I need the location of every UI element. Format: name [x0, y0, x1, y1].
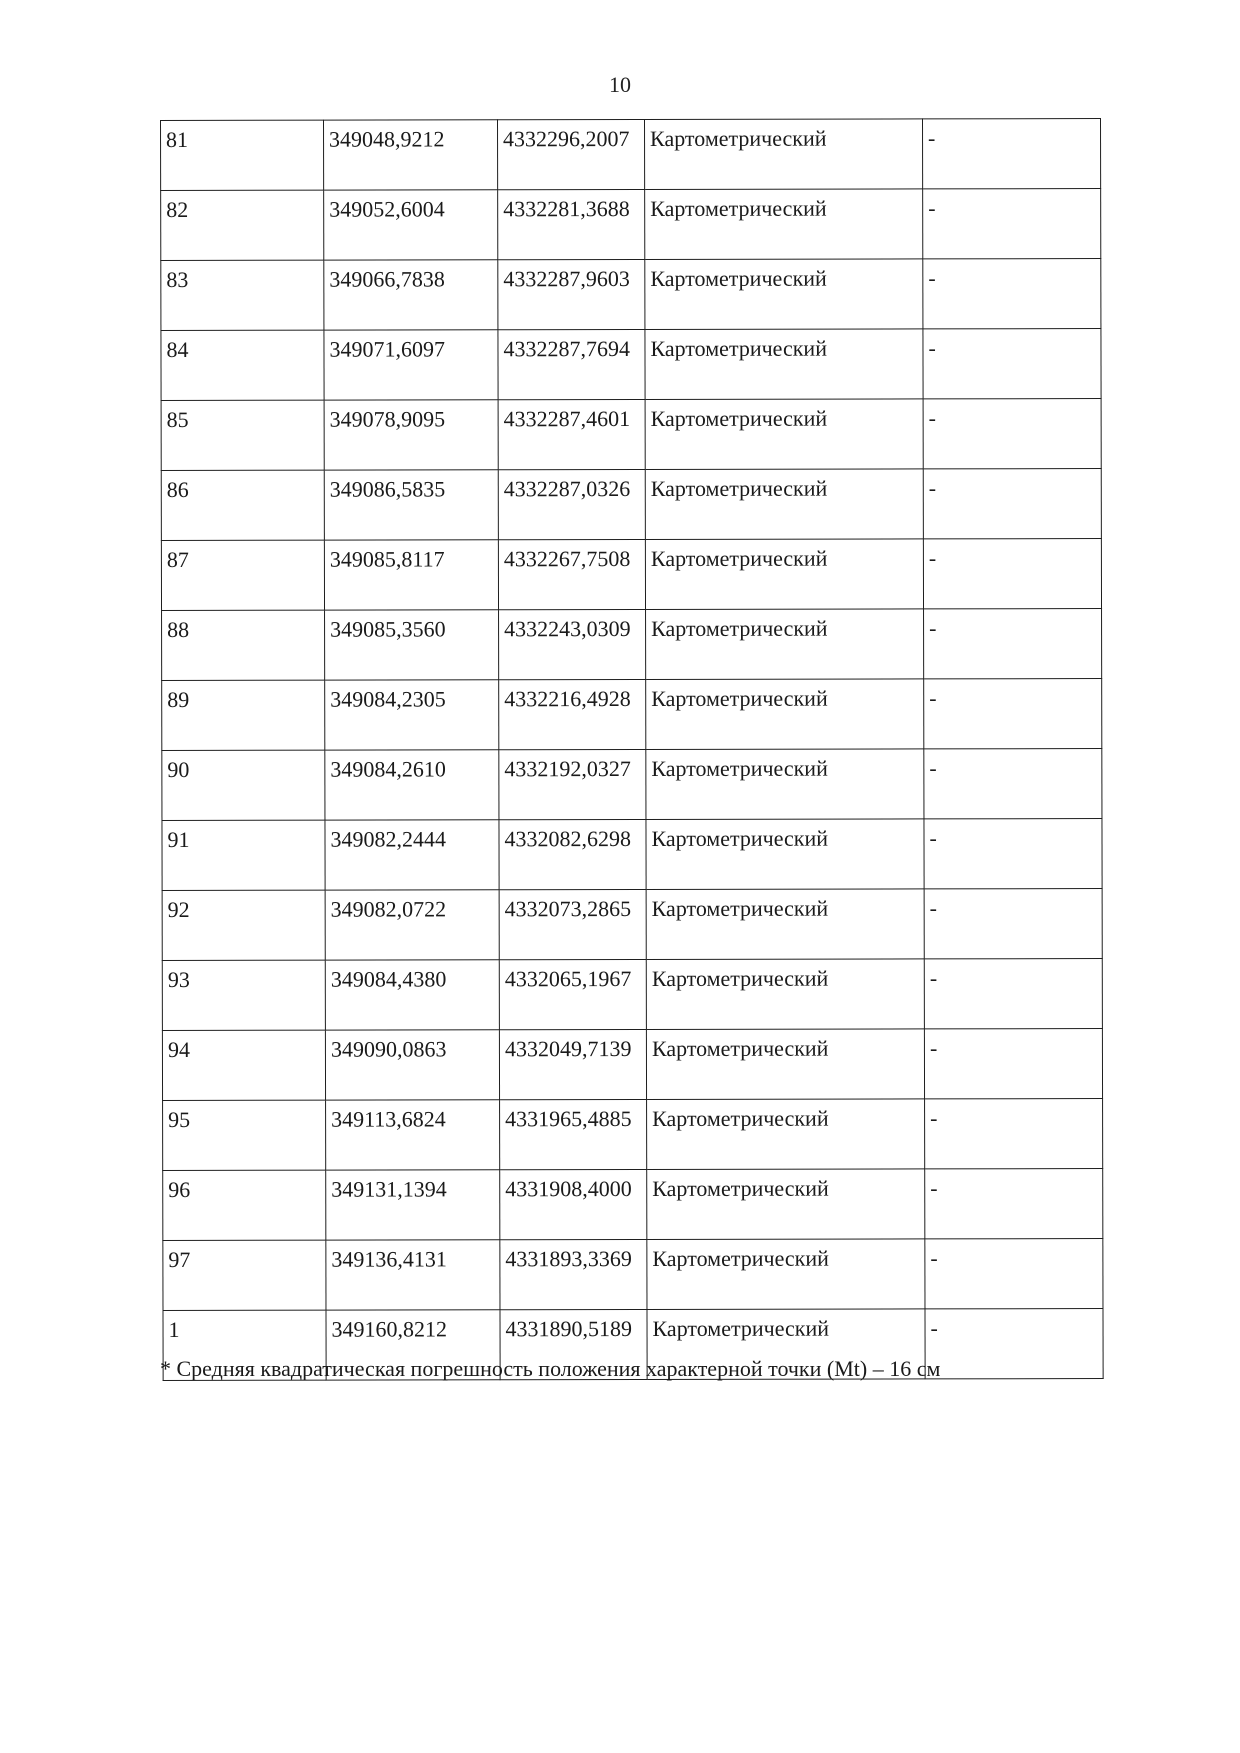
point-number-cell: 92 [162, 890, 325, 960]
point-number-cell: 89 [162, 680, 325, 750]
table-row [163, 1099, 1103, 1171]
y-coordinate-cell: 4331890,5189 [500, 1309, 647, 1379]
method-cell: Картометрический [645, 259, 923, 330]
precision-cell: - [925, 1099, 1103, 1169]
precision-cell: - [923, 259, 1101, 329]
point-number-cell: 88 [162, 610, 325, 680]
method-cell: Картометрический [645, 539, 923, 610]
method-cell: Картометрический [647, 1099, 925, 1170]
footnote: * Средняя квадратическая погрешность положения характерной точки (Mt) – 16 см [160, 1356, 941, 1381]
table-row [162, 959, 1102, 1031]
method-cell: Картометрический [647, 1309, 925, 1380]
point-number-cell: 96 [163, 1170, 326, 1240]
method-cell: Картометрический [645, 469, 923, 540]
point-number-cell: 95 [163, 1100, 326, 1170]
x-coordinate-cell: 349048,9212 [324, 120, 498, 190]
x-coordinate-cell: 349085,3560 [325, 610, 499, 680]
method-cell: Картометрический [646, 749, 924, 820]
method-cell: Картометрический [646, 609, 924, 680]
method-cell: Картометрический [645, 189, 923, 260]
x-coordinate-cell: 349084,2610 [325, 750, 499, 820]
x-coordinate-cell: 349066,7838 [324, 260, 498, 330]
page-number: 10 [609, 72, 631, 97]
precision-cell: - [923, 539, 1101, 609]
y-coordinate-cell: 4332073,2865 [499, 889, 646, 959]
method-cell: Картометрический [646, 1029, 924, 1100]
method-cell: Картометрический [645, 399, 923, 470]
table-row [161, 399, 1101, 471]
method-cell: Картометрический [646, 889, 924, 960]
table-row [162, 819, 1102, 891]
precision-cell: - [924, 679, 1102, 749]
precision-cell: - [924, 749, 1102, 819]
y-coordinate-cell: 4332287,9603 [498, 259, 645, 329]
point-number-cell: 81 [161, 120, 324, 190]
table-row [161, 259, 1101, 331]
x-coordinate-cell: 349084,2305 [325, 680, 499, 750]
y-coordinate-cell: 4332287,7694 [498, 329, 645, 399]
y-coordinate-cell: 4331893,3369 [500, 1239, 647, 1309]
y-coordinate-cell: 4332192,0327 [499, 749, 646, 819]
y-coordinate-cell: 4332287,4601 [498, 399, 645, 469]
point-number-cell: 84 [161, 330, 324, 400]
table-row [163, 1239, 1103, 1311]
precision-cell: - [924, 1029, 1102, 1099]
y-coordinate-cell: 4331908,4000 [500, 1169, 647, 1239]
point-number-cell: 83 [161, 260, 324, 330]
precision-cell: - [923, 399, 1101, 469]
method-cell: Картометрический [645, 329, 923, 400]
method-cell: Картометрический [646, 679, 924, 750]
x-coordinate-cell: 349090,0863 [325, 1030, 499, 1100]
precision-cell: - [924, 609, 1102, 679]
point-number-cell: 91 [162, 820, 325, 890]
precision-cell: - [925, 1169, 1103, 1239]
precision-cell: - [923, 469, 1101, 539]
precision-cell: - [924, 819, 1102, 889]
y-coordinate-cell: 4332065,1967 [499, 959, 646, 1029]
method-cell: Картометрический [646, 959, 924, 1030]
x-coordinate-cell: 349071,6097 [324, 330, 498, 400]
coordinates-table [160, 118, 1104, 1381]
point-number-cell: 90 [162, 750, 325, 820]
method-cell: Картометрический [646, 819, 924, 890]
table-row [162, 749, 1102, 821]
x-coordinate-cell: 349084,4380 [325, 960, 499, 1030]
precision-cell: - [923, 329, 1101, 399]
y-coordinate-cell: 4331965,4885 [500, 1099, 647, 1169]
x-coordinate-cell: 349136,4131 [326, 1240, 500, 1310]
precision-cell: - [923, 189, 1101, 259]
table-row [162, 889, 1102, 961]
y-coordinate-cell: 4332049,7139 [499, 1029, 646, 1099]
x-coordinate-cell: 349082,0722 [325, 890, 499, 960]
point-number-cell: 93 [162, 960, 325, 1030]
table-row [162, 1029, 1102, 1101]
table-row [161, 189, 1101, 261]
y-coordinate-cell: 4332243,0309 [499, 609, 646, 679]
y-coordinate-cell: 4332281,3688 [498, 189, 645, 259]
table-row [161, 329, 1101, 401]
y-coordinate-cell: 4332216,4928 [499, 679, 646, 749]
precision-cell: - [924, 959, 1102, 1029]
precision-cell: - [925, 1309, 1103, 1379]
x-coordinate-cell: 349085,8117 [324, 540, 498, 610]
table-row [161, 539, 1101, 611]
point-number-cell: 82 [161, 190, 324, 260]
point-number-cell: 87 [161, 540, 324, 610]
x-coordinate-cell: 349160,8212 [326, 1310, 500, 1380]
y-coordinate-cell: 4332082,6298 [499, 819, 646, 889]
point-number-cell: 94 [162, 1030, 325, 1100]
method-cell: Картометрический [647, 1169, 925, 1240]
table-row [163, 1169, 1103, 1241]
precision-cell: - [925, 1239, 1103, 1309]
x-coordinate-cell: 349078,9095 [324, 400, 498, 470]
x-coordinate-cell: 349131,1394 [326, 1170, 500, 1240]
point-number-cell: 85 [161, 400, 324, 470]
table-row [161, 119, 1101, 191]
x-coordinate-cell: 349052,6004 [324, 190, 498, 260]
y-coordinate-cell: 4332267,7508 [498, 539, 645, 609]
point-number-cell: 97 [163, 1240, 326, 1310]
precision-cell: - [922, 119, 1100, 189]
x-coordinate-cell: 349113,6824 [326, 1100, 500, 1170]
y-coordinate-cell: 4332296,2007 [498, 119, 645, 189]
table-row [162, 679, 1102, 751]
x-coordinate-cell: 349082,2444 [325, 820, 499, 890]
method-cell: Картометрический [647, 1239, 925, 1310]
table-row [162, 609, 1102, 681]
precision-cell: - [924, 889, 1102, 959]
x-coordinate-cell: 349086,5835 [324, 470, 498, 540]
point-number-cell: 86 [161, 470, 324, 540]
method-cell: Картометрический [645, 119, 923, 190]
coordinates-table-body [161, 119, 1104, 1381]
point-number-cell: 1 [163, 1310, 326, 1380]
table-row [161, 469, 1101, 541]
y-coordinate-cell: 4332287,0326 [498, 469, 645, 539]
